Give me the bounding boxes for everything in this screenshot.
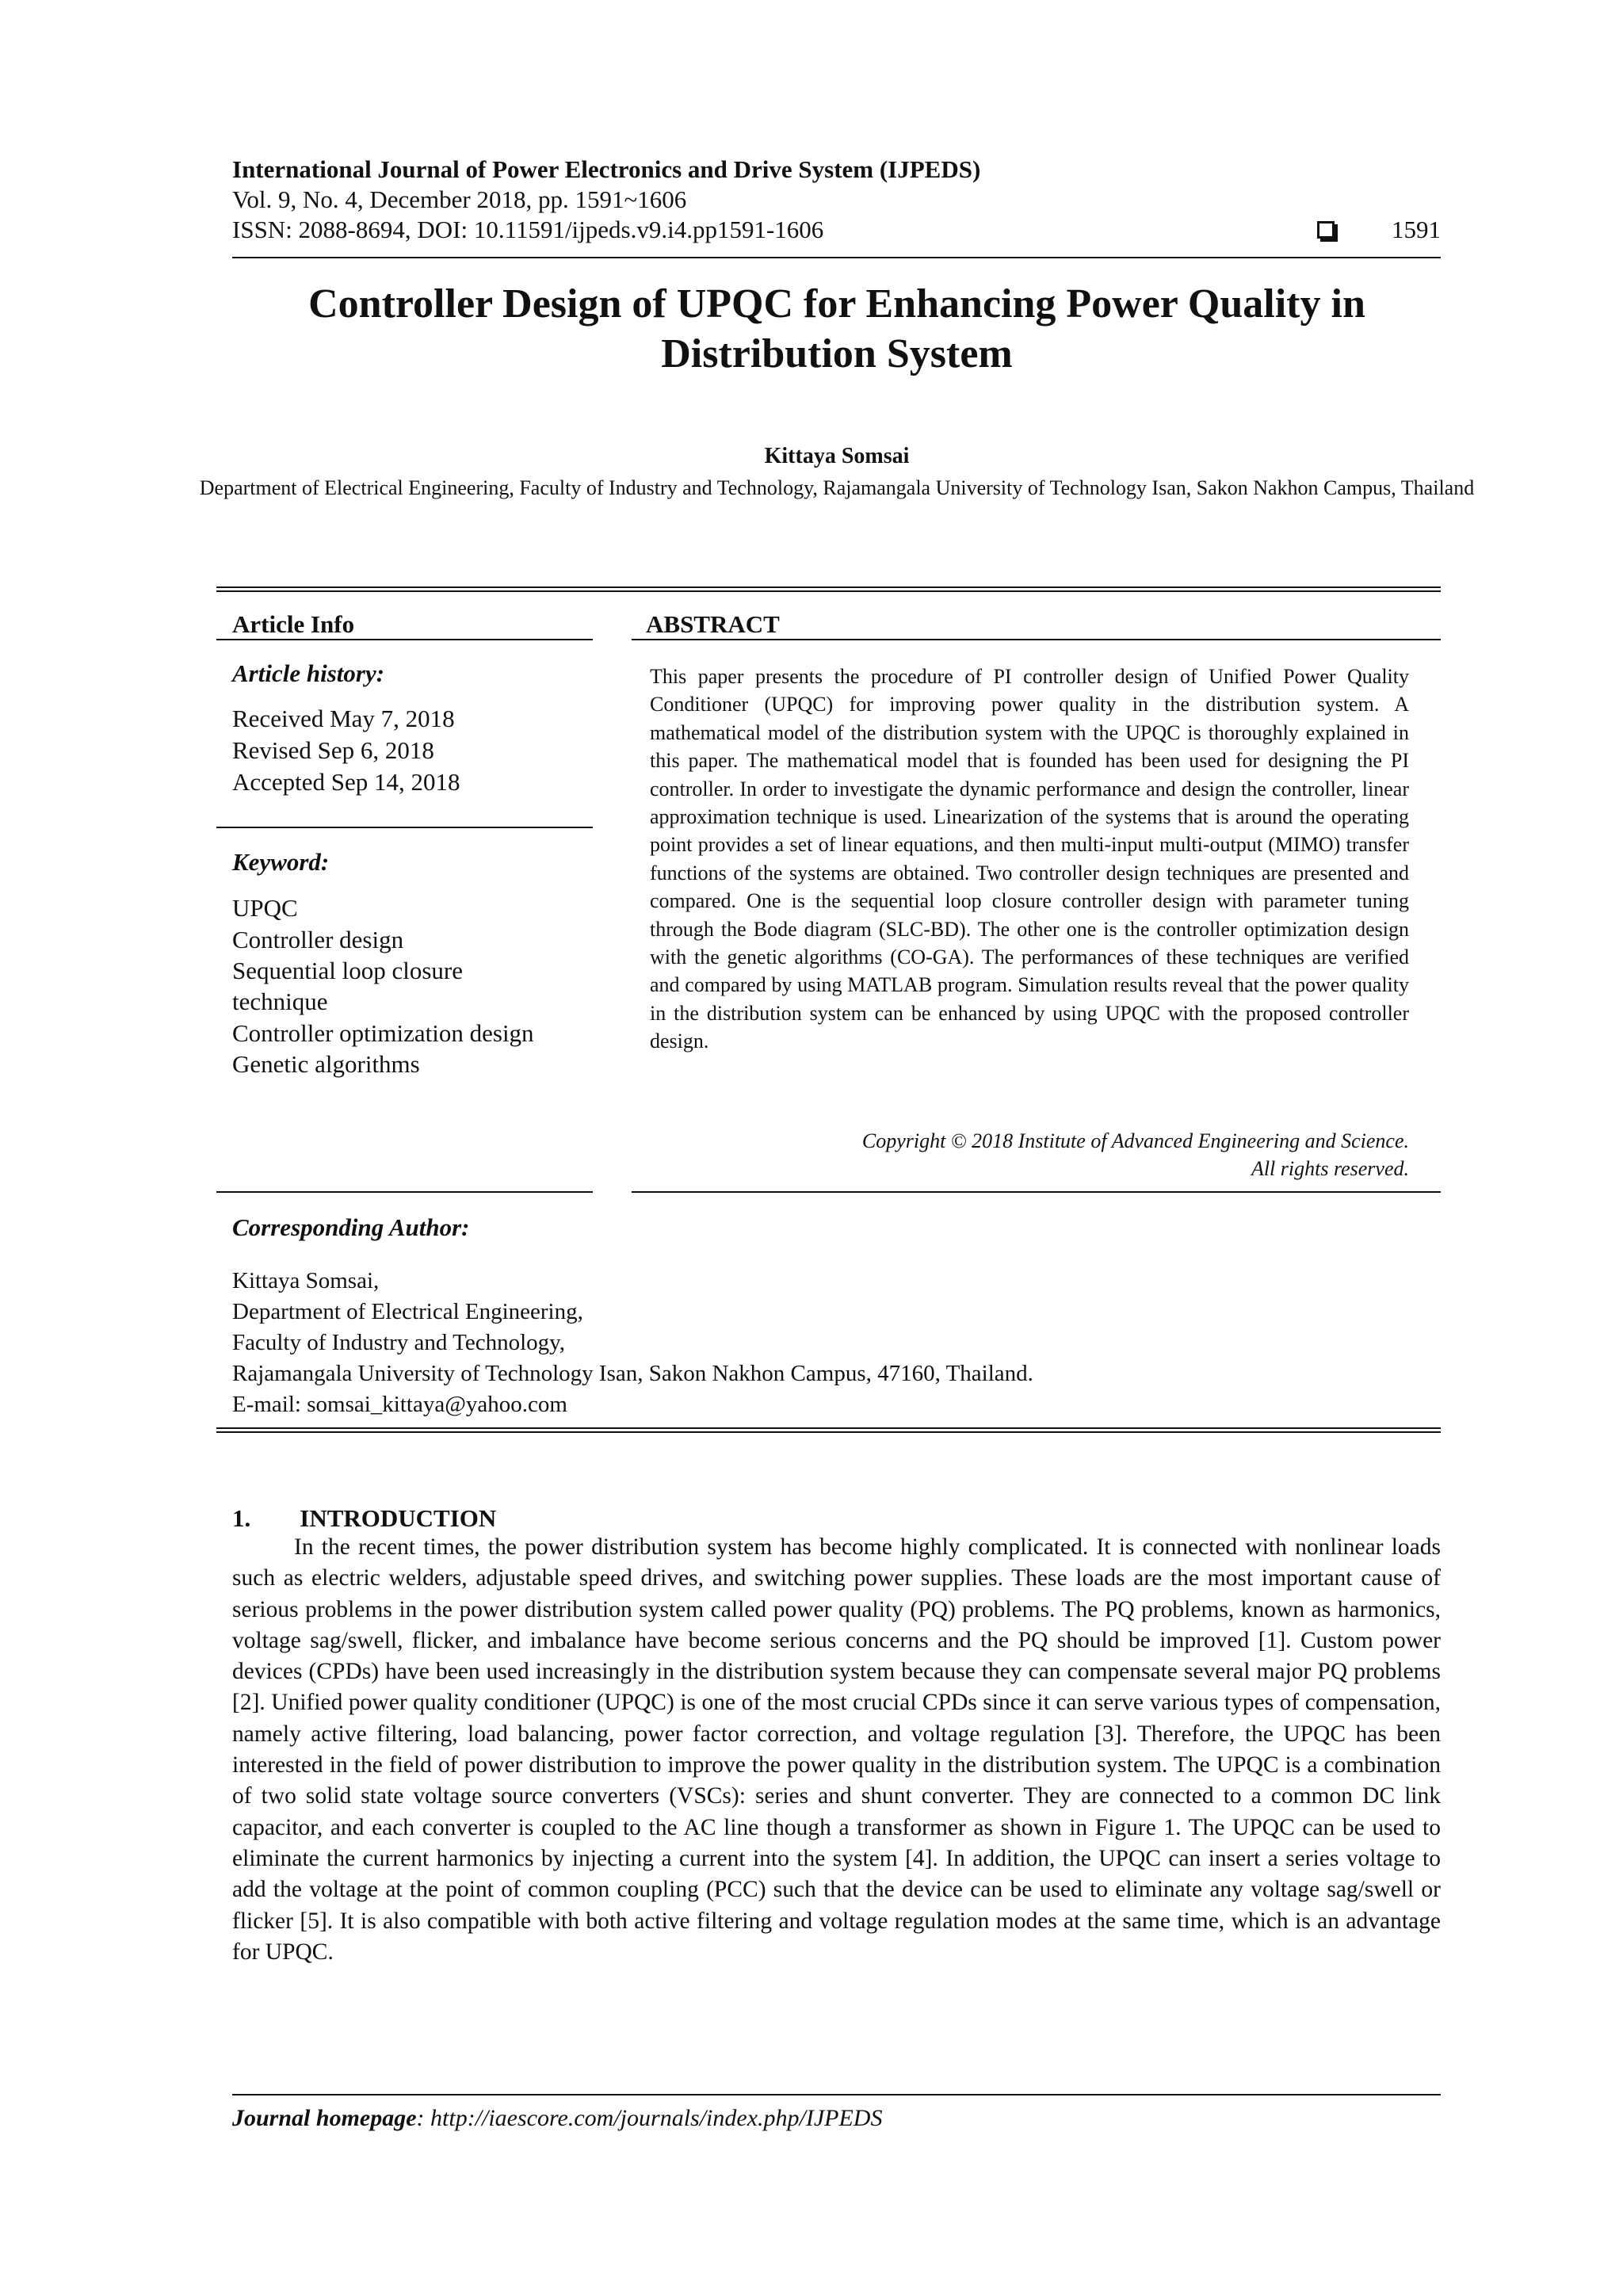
introduction-body <box>232 1532 1441 1968</box>
keyword-item: Controller design <box>232 926 404 953</box>
corresponding-line: Rajamangala University of Technology Isan, Sakon Nakhon Campus, 47160, Thailand. <box>232 1361 1033 1386</box>
info-box-top-rule <box>216 586 1441 592</box>
copyright-line: All rights reserved. <box>1251 1157 1409 1180</box>
abstract-rule <box>632 639 1441 640</box>
revised-date: Revised Sep 6, 2018 <box>232 736 434 764</box>
corresponding-author-heading: Corresponding Author: <box>232 1213 470 1241</box>
abstract-heading: ABSTRACT <box>646 610 780 638</box>
corresponding-line: Kittaya Somsai, <box>232 1268 380 1293</box>
box-bullet-icon <box>1317 221 1335 239</box>
journal-volume: Vol. 9, No. 4, December 2018, pp. 1591~1606 <box>232 185 687 213</box>
article-info-rule <box>216 639 593 640</box>
journal-homepage-label: Journal homepage <box>232 2105 417 2131</box>
keyword-item: technique <box>232 988 328 1015</box>
info-box-bottom-rule <box>216 1427 1441 1433</box>
journal-name: International Journal of Power Electronics and Drive System (IJPEDS) <box>232 155 981 183</box>
journal-homepage-link[interactable]: : http://iaescore.com/journals/index.php/IJPEDS <box>416 2105 883 2131</box>
journal-issn: ISSN: 2088-8694, DOI: 10.11591/ijpeds.v9.i4.pp1591-1606 <box>232 216 824 243</box>
abstract-text: This paper presents the procedure of PI controller design of Unified Power Quality Conditioner (UPQC) for improving power quality in the distribution system. A mathematical model of the distribution system with the UPQC is thoroughly explained in this paper. The mathematical model that is founded has been used for designing the PI controller. In order to investigate the dynamic performance and design the controller, linear approximation technique is used. Linearization of the systems that is around the operating point provides a set of linear equations, and then multi-input multi-output (MIMO) transfer functions of the systems are obtained. Two controller design techniques are presented and compared. One is the sequential loop closure controller design with parameter tuning through the Bode diagram (SLC-BD). The other one is the controller optimization design with the genetic algorithms (CO-GA). The performances of these techniques are verified and compared by using MATLAB program. Simulation results reveal that the power quality in the distribution system can be enhanced by using UPQC with the proposed controller design. <box>650 665 1409 1053</box>
keyword-item: Sequential loop closure <box>232 957 463 984</box>
keyword-item: UPQC <box>232 894 298 922</box>
keyword-heading: Keyword: <box>232 848 330 876</box>
keyword-item: Controller optimization design <box>232 1019 534 1047</box>
paper-title: Controller Design of UPQC for Enhancing Power Quality in Distribution System <box>308 281 1365 376</box>
corresponding-line: Faculty of Industry and Technology, <box>232 1330 566 1355</box>
article-info-heading: Article Info <box>232 610 355 638</box>
left-column-bottom-rule <box>216 1191 593 1193</box>
copyright-notice <box>650 1127 1409 1182</box>
corresponding-email: E-mail: somsai_kittaya@yahoo.com <box>232 1392 567 1417</box>
accepted-date: Accepted Sep 14, 2018 <box>232 768 460 796</box>
header-rule <box>232 257 1441 258</box>
footer-rule <box>232 2094 1441 2095</box>
page-number: 1591 <box>1392 216 1441 243</box>
right-column-bottom-rule <box>632 1191 1441 1193</box>
introduction-heading: 1. INTRODUCTION <box>232 1504 497 1532</box>
corresponding-line: Department of Electrical Engineering, <box>232 1299 583 1324</box>
author-name: Kittaya Somsai <box>764 444 910 468</box>
introduction-paragraph: In the recent times, the power distribution system has become highly complicated. It is connected with nonlinear loads such as electric welders, adjustable speed drives, and switching power supplies. These loads are the most important cause of serious problems in the power distribution system called power quality (PQ) problems. The PQ problems, known as harmonics, voltage sag/swell, flicker, and imbalance have become serious concerns and the PQ should be improved [1]. Custom power devices (CPDs) have been used increasingly in the distribution system because they can compensate several major PQ problems [2]. Unified power quality conditioner (UPQC) is one of the most crucial CPDs since it can serve various types of compensation, namely active filtering, load balancing, power factor correction, and voltage regulation [3]. Therefore, the UPQC has been interested in the field of power distribution to improve the power quality in the distribution system. The UPQC is a combination of two solid state voltage source converters (VSCs): series and shunt converter. They are connected to a common DC link capacitor, and each converter is coupled to the AC line though a transformer as shown in Figure 1. The UPQC can be used to eliminate the current harmonics by injecting a current into the system [4]. In addition, the UPQC can insert a series voltage to add the voltage at the point of common coupling (PCC) such that the device can be used to eliminate any voltage sag/swell or flicker [5]. It is also compatible with both active filtering and voltage regulation modes at the same time, which is an advantage for UPQC. <box>232 1534 1441 1965</box>
corresponding-author-details <box>232 1266 1033 1420</box>
article-history-heading: Article history: <box>232 659 385 687</box>
keyword-rule <box>216 827 593 828</box>
author-affiliation: Department of Electrical Engineering, Faculty of Industry and Technology, Rajamangala University of Technology Isan, Sakon Nakhon Campus, Thailand <box>199 476 1475 499</box>
keyword-item: Genetic algorithms <box>232 1050 420 1078</box>
copyright-line: Copyright © 2018 Institute of Advanced Engineering and Science. <box>861 1129 1409 1152</box>
journal-homepage <box>232 2105 882 2132</box>
received-date: Received May 7, 2018 <box>232 705 455 732</box>
